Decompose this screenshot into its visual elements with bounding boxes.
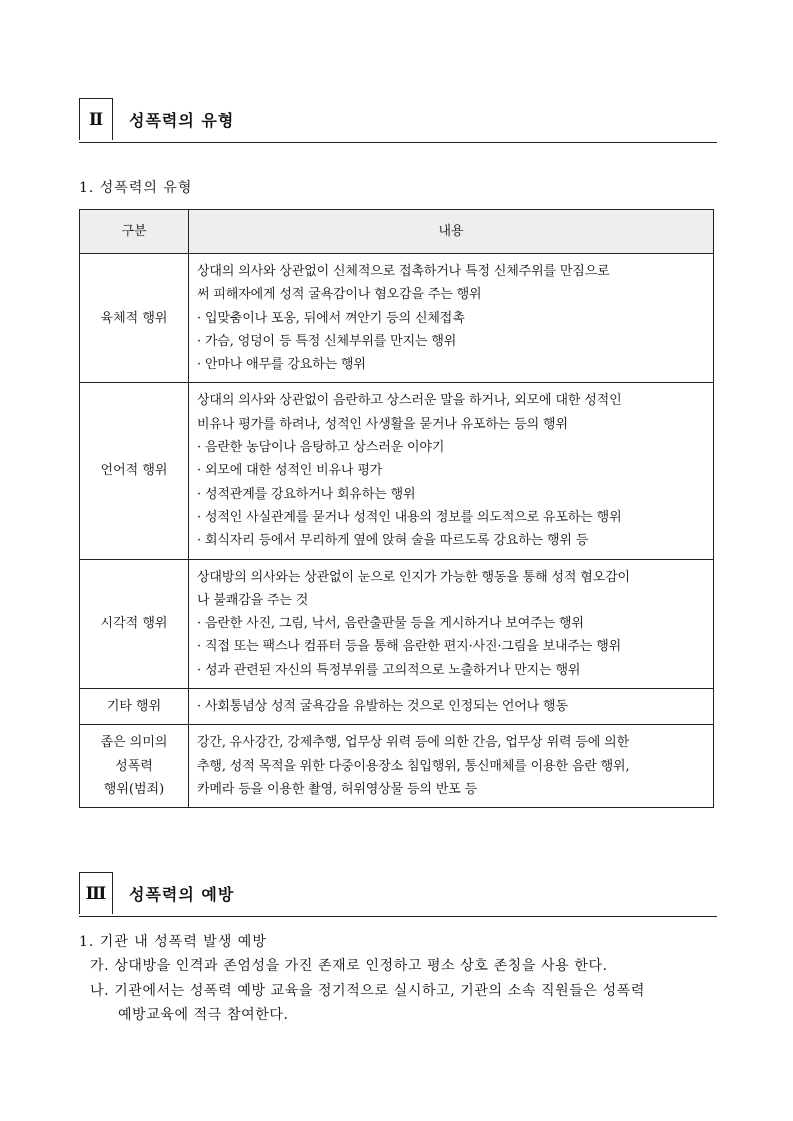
section-2-header	[79, 98, 717, 143]
content-line: 나 불쾌감을 주는 것	[197, 592, 309, 608]
section-3-title: 성폭력의 예방	[129, 885, 235, 904]
table-header-category: 구분	[80, 210, 189, 254]
category-line: 좁은 의미의	[100, 735, 168, 751]
content-line: · 외모에 대한 성적인 비유나 평가	[197, 463, 383, 479]
prevention-item-na-cont: 예방교육에 적극 참여한다.	[118, 1007, 289, 1023]
content-line: · 성적관계를 강요하거나 회유하는 행위	[197, 486, 416, 502]
section-3-header	[79, 872, 717, 917]
row-content	[189, 725, 714, 808]
table-row	[80, 254, 714, 383]
row-content	[189, 559, 714, 688]
content-line: · 성과 관련된 자신의 특정부위를 고의적으로 노출하거나 만지는 행위	[197, 662, 581, 678]
category-line: 기타 행위	[106, 699, 162, 715]
prevention-item-ga: 가. 상대방을 인격과 존엄성을 가진 존재로 인정하고 평소 상호 존칭을 사용 한다.	[90, 958, 608, 974]
violence-types-table	[79, 209, 714, 808]
row-category	[80, 559, 189, 688]
row-content	[189, 689, 714, 725]
content-line: 비유나 평가를 하려나, 성적인 사생활을 묻거나 유포하는 등의 행위	[197, 416, 568, 432]
row-category	[80, 689, 189, 725]
category-line: 육체적 행위	[100, 310, 168, 326]
section-3-subheading: 1. 기관 내 성폭력 발생 예방	[79, 934, 267, 950]
content-line: 추행, 성적 목적을 위한 다중이용장소 침입행위, 통신매체를 이용한 음란 행위,	[197, 758, 630, 774]
table-header-content: 내용	[189, 210, 714, 254]
prevention-item-na: 나. 기관에서는 성폭력 예방 교육을 정기적으로 실시하고, 기관의 소속 직원들은 성폭력	[90, 983, 645, 999]
row-category	[80, 725, 189, 808]
section-2-title: 성폭력의 유형	[129, 111, 235, 130]
table-row	[80, 689, 714, 725]
row-category	[80, 383, 189, 559]
section-2-subheading: 1. 성폭력의 유형	[79, 180, 193, 196]
content-line: 상대의 의사와 상관없이 음란하고 상스러운 말을 하거나, 외모에 대한 성적인	[197, 393, 622, 409]
category-line: 언어적 행위	[100, 463, 168, 479]
content-line: · 음란한 농담이나 음탕하고 상스러운 이야기	[197, 440, 445, 456]
content-line: 상대의 의사와 상관없이 신체적으로 접촉하거나 특정 신체주위를 만짐으로	[197, 264, 610, 279]
content-line: 강간, 유사강간, 강제추행, 업무상 위력 등에 의한 간음, 업무상 위력 등에 의한	[197, 735, 629, 751]
category-line: 성폭력	[115, 758, 153, 774]
section-3-number: Ⅲ	[79, 872, 113, 914]
content-line: · 가슴, 엉덩이 등 특정 신체부위를 만지는 행위	[197, 333, 457, 349]
category-line: 행위(범죄)	[103, 781, 165, 797]
category-line: 시각적 행위	[100, 616, 168, 632]
table-row	[80, 725, 714, 808]
table-row	[80, 559, 714, 688]
content-line: · 회식자리 등에서 무리하게 옆에 앉혀 술을 따르도록 강요하는 행위 등	[197, 533, 589, 549]
table-header-row	[80, 210, 714, 254]
content-line: · 음란한 사진, 그림, 낙서, 음란출판물 등을 게시하거나 보여주는 행위	[197, 616, 584, 632]
content-line: 카메라 등을 이용한 촬영, 허위영상물 등의 반포 등	[197, 781, 478, 797]
content-line: · 성적인 사실관계를 묻거나 성적인 내용의 정보를 의도적으로 유포하는 행위	[197, 509, 622, 525]
content-line: · 안마나 애무를 강요하는 행위	[197, 357, 366, 373]
content-line: · 사회통념상 성적 굴욕감을 유발하는 것으로 인정되는 언어나 행동	[197, 699, 568, 715]
section-2-number: Ⅱ	[79, 98, 113, 140]
content-line: 써 피해자에게 성적 굴욕감이나 혐오감을 주는 행위	[197, 287, 482, 303]
row-content	[189, 383, 714, 559]
content-line: · 입맞춤이나 포옹, 뒤에서 껴안기 등의 신체접촉	[197, 310, 465, 326]
row-category	[80, 254, 189, 383]
table-row	[80, 383, 714, 559]
content-line: 상대방의 의사와는 상관없이 눈으로 인지가 가능한 행동을 통해 성적 혐오감이	[197, 569, 630, 585]
row-content	[189, 254, 714, 383]
content-line: · 직접 또는 팩스나 컴퓨터 등을 통해 음란한 편지·사진·그림을 보내주는 행위	[197, 639, 622, 655]
